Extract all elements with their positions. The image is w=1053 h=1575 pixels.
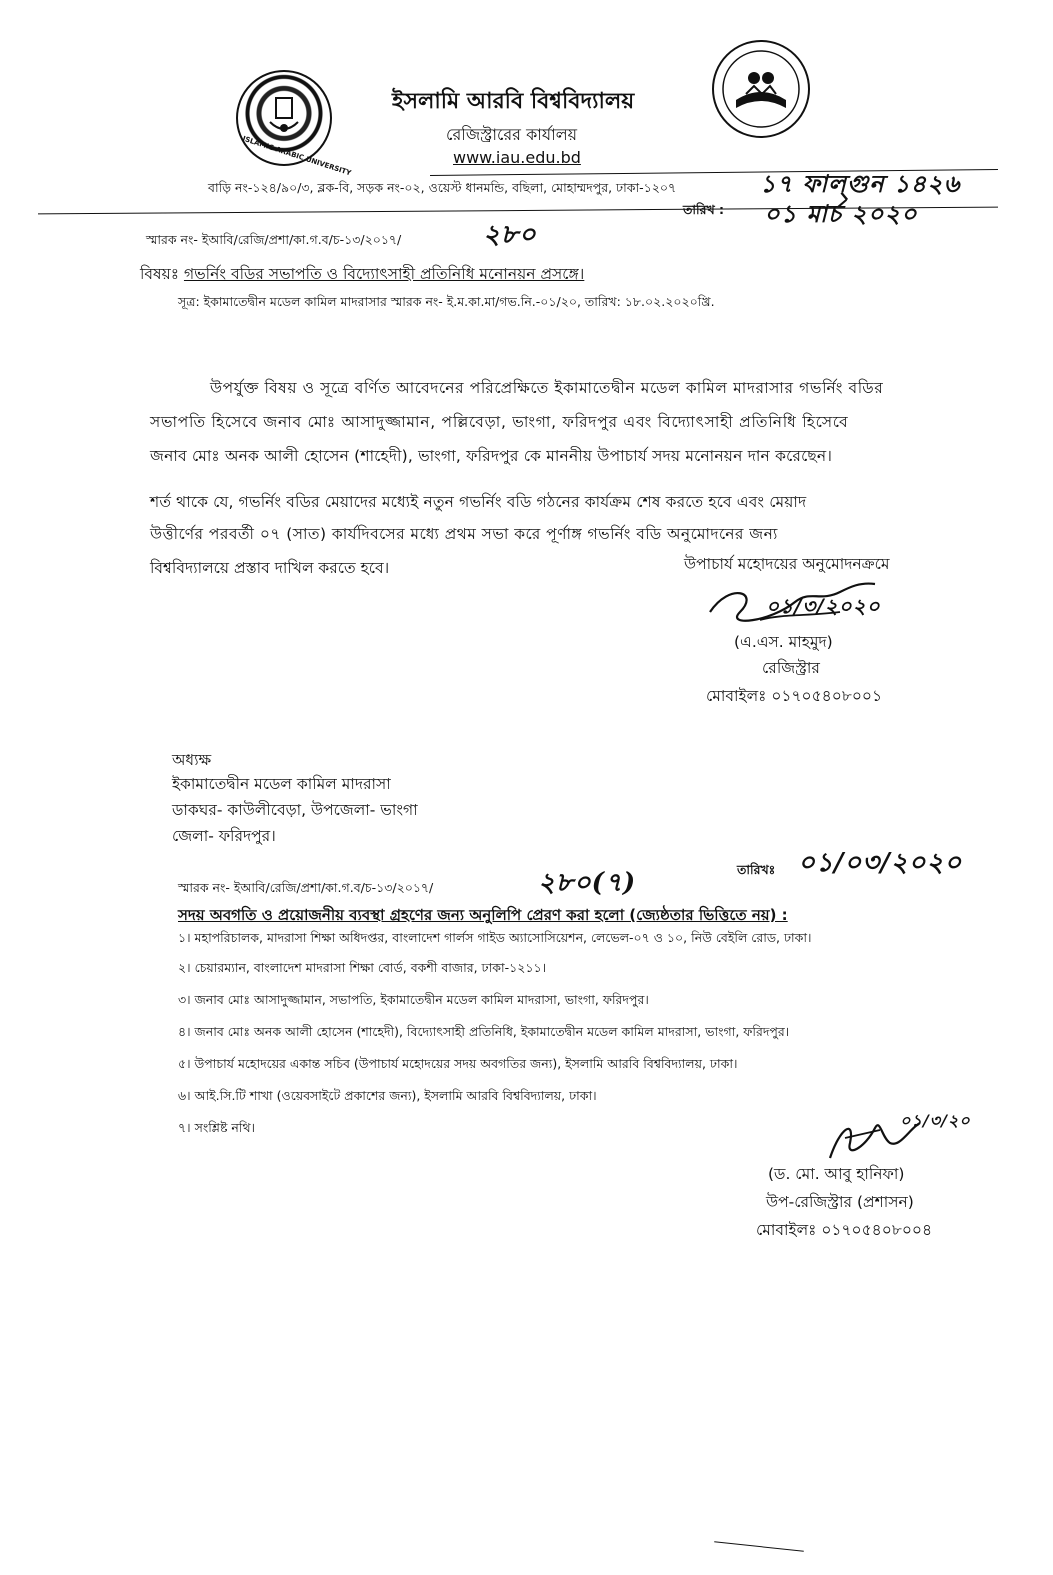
copy-item: ৩। জনাব মোঃ আসাদুজ্জামান, সভাপতি, ইকামাতেদ্বীন মডেল কামিল মাদরাসা, ভাংগা, ফরিদপুর। <box>178 992 649 1007</box>
recipient-address: ডাকঘর- কাউলীবেড়া, উপজেলা- ভাংগা <box>172 801 418 819</box>
recipient-district: জেলা- ফরিদপুর। <box>172 827 276 845</box>
scan-artifact-line <box>714 1541 804 1551</box>
registrar-name: (এ.এস. মাহমুদ) <box>734 633 833 651</box>
address: বাড়ি নং-১২৪/৯০/৩, ব্লক-বি, সড়ক নং-০২, ওয়েস্ট ধানমন্ডি, বছিলা, মোহাম্মদপুর, ঢাকা-১২০৭ <box>208 180 677 195</box>
memo2-date: ০১/০৩/২০২০ <box>798 848 963 878</box>
logo-caption: ISLAMIC ARABIC UNIVERSITY <box>241 134 353 178</box>
copies-heading: সদয় অবগতি ও প্রয়োজনীয় ব্যবস্থা গ্রহণের জন্য অনুলিপি প্রেরণ করা হলো (জ্যেষ্ঠতার ভিত্তিতে নয়) : <box>178 906 788 924</box>
recipient-institution: ইকামাতেদ্বীন মডেল কামিল মাদরাসা <box>172 775 391 793</box>
copy-item: ২। চেয়ারম্যান, বাংলাদেশ মাদরাসা শিক্ষা বোর্ড, বকশী বাজার, ঢাকা-১২১১। <box>178 960 547 975</box>
memo2-ref-number: ২৮০(৭) <box>538 868 637 898</box>
deputy-registrar-mobile: মোবাইলঃ ০১৭০৫৪০৮০০৪ <box>756 1221 933 1239</box>
date-english: ০১ মার্চ ২০২০ <box>764 199 918 228</box>
subject-text: গভর্নিং বডির সভাপতি ও বিদ্যোৎসাহী প্রতিনিধি মনোনয়ন প্রসঙ্গে। <box>183 265 585 283</box>
body-para1-line1: উপর্যুক্ত বিষয় ও সূত্রে বর্ণিত আবেদনের পরিপ্রেক্ষিতে ইকামাতেদ্বীন মডেল কামিল মাদরাসার গভর্নিং বডির <box>210 379 884 397</box>
copy-item: ১। মহাপরিচালক, মাদরাসা শিক্ষা অধিদপ্তর, বাংলাদেশ গার্লস গাইড অ্যাসোসিয়েশন, লেভেল-০৭ ও ১০, নিউ বেইলি রোড, ঢাকা। <box>178 930 812 945</box>
approval-note: উপাচার্য মহোদয়ের অনুমোদনক্রমে <box>684 555 890 573</box>
body-para1-line3: জনাব মোঃ অনক আলী হোসেন (শাহেদী), ভাংগা, ফরিদপুর কে মাননীয় উপাচার্য সদয় মনোনয়ন দান করেছেন। <box>150 447 833 465</box>
source-line: সূত্র: ইকামাতেদ্বীন মডেল কামিল মাদরাসার স্মারক নং- ই.ম.কা.মা/গভ.নি.-০১/২০, তারিখ: ১৮.০২.২০২০খ্রি. <box>178 294 715 309</box>
copy-item: ৬। আই.সি.টি শাখা (ওয়েবসাইটে প্রকাশের জন্য), ইসলামি আরবি বিশ্ববিদ্যালয়, ঢাকা। <box>178 1088 597 1103</box>
date-bangla: ১৭ ফাল্গুন ১৪২৬ <box>760 169 961 198</box>
mujib-year-logo <box>712 40 810 138</box>
office-name: রেজিস্ট্রারের কার্যালয় <box>446 125 578 144</box>
website-link[interactable]: www.iau.edu.bd <box>453 148 581 167</box>
copy-item: ৭। সংশ্লিষ্ট নথি। <box>178 1120 256 1135</box>
deputy-registrar-name: (ড. মো. আবু হানিফা) <box>768 1165 905 1183</box>
memo-ref-label: স্মারক নং- ইআবি/রেজি/প্রশা/কা.গ.ব/চ-১৩/২০১৭/ <box>146 232 402 247</box>
university-name: ইসলামি আরবি বিশ্ববিদ্যালয় <box>392 89 635 114</box>
subject-line <box>140 262 584 288</box>
body-para1-line2: সভাপতি হিসেবে জনাব মোঃ আসাদুজ্জামান, পল্লিবেড়া, ভাংগা, ফরিদপুর এবং বিদ্যোৎসাহী প্রতিনিধি হিসেবে <box>150 413 849 431</box>
copy-item: ৫। উপাচার্য মহোদয়ের একান্ত সচিব (উপাচার্য মহোদয়ের সদয় অবগতির জন্য), ইসলামি আরবি বিশ্ববিদ্যালয়, ঢাকা। <box>178 1056 738 1071</box>
memo2-ref-label: স্মারক নং- ইআবি/রেজি/প্রশা/কা.গ.ব/চ-১৩/২০১৭/ <box>178 880 434 895</box>
body-para2-line1: শর্ত থাকে যে, গভর্নিং বডির মেয়াদের মধ্যেই নতুন গভর্নিং বডি গঠনের কার্যক্রম শেষ করতে হবে এবং মেয়াদ <box>150 493 807 511</box>
registrar-designation: রেজিস্ট্রার <box>762 659 820 677</box>
copy-item: ৪। জনাব মোঃ অনক আলী হোসেন (শাহেদী), বিদ্যোৎসাহী প্রতিনিধি, ইকামাতেদ্বীন মডেল কামিল মাদরাসা, ভাংগা, ফরিদপুর। <box>178 1024 790 1039</box>
memo2-date-label: তারিখঃ <box>737 862 776 877</box>
recipient-title: অধ্যক্ষ <box>172 751 212 769</box>
memo-ref-number: ২৮০ <box>483 220 537 250</box>
deputy-registrar-designation: উপ-রেজিস্ট্রার (প্রশাসন) <box>766 1193 914 1211</box>
university-logo <box>236 70 353 178</box>
date-label: তারিখ : <box>683 202 725 217</box>
body-para2-line3: বিশ্ববিদ্যালয়ে প্রস্তাব দাখিল করতে হবে। <box>150 559 390 577</box>
registrar-sign-date: ০১/৩/২০২০ <box>766 594 881 618</box>
body-para2-line2: উত্তীর্ণের পরবর্তী ০৭ (সাত) কার্যদিবসের মধ্যে প্রথম সভা করে পূর্ণাঙ্গ গভর্নিং বডি অনুমোদনের জন্য <box>150 525 778 543</box>
deputy-sign-date: ০১/৩/২০ <box>900 1111 971 1130</box>
subject-label: বিষয়ঃ <box>140 265 180 283</box>
registrar-mobile: মোবাইলঃ ০১৭০৫৪০৮০০১ <box>706 687 883 705</box>
